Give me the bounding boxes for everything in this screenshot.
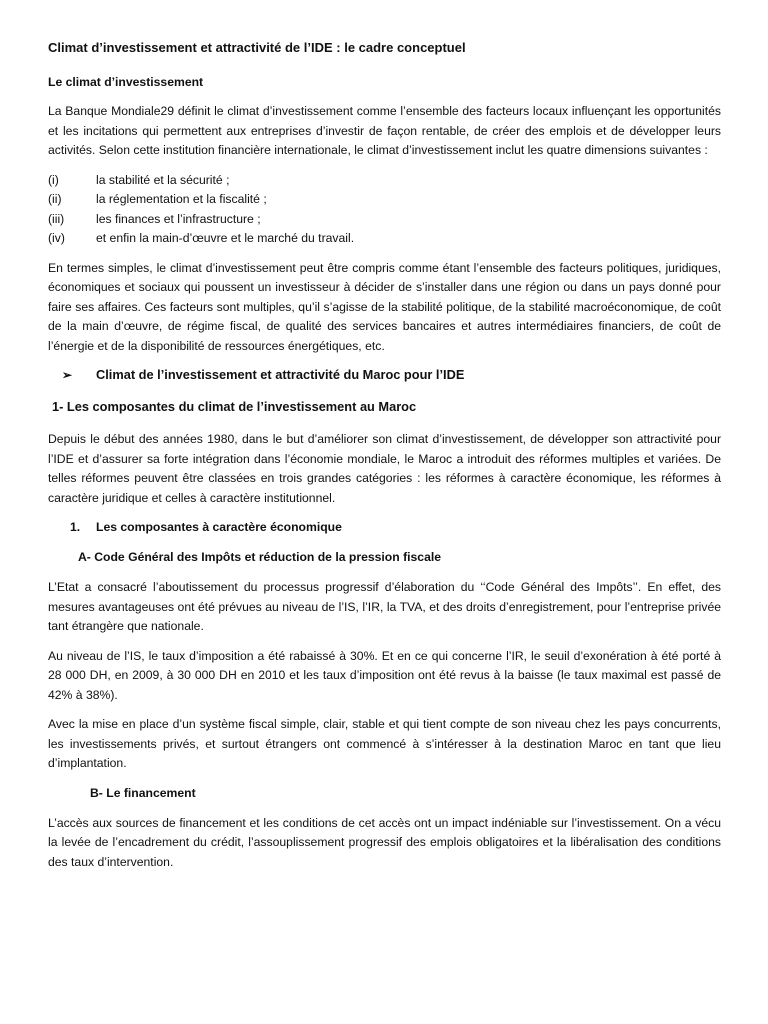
paragraph-reforms: Depuis le début des années 1980, dans le but d’améliorer son climat d’investissement, de développer son attractivité pour l’IDE et d’assurer sa forte intégration dans l’économie mondiale, le Maroc a introduit des réformes multiples et variées. De telles réformes peuvent être classées en trois grandes catégories : les réformes à caractère économique, les réformes à caractère juridique et celles à caractère institutionnel.	[48, 432, 721, 505]
paragraph-tax-code: L’Etat a consacré l’aboutissement du processus progressif d’élaboration du ‘‘Code Général des Impôts’’. En effet, des mesures avantageuses ont été prévues au niveau de l’IS, l’IR, la TVA, et des droits d’enregistrement, pour l’entreprise privée tant étrangère que nationale.	[48, 580, 721, 633]
section-subtitle: Le climat d’investissement	[48, 75, 204, 89]
arrow-heading-text: Climat de l’investissement et attractivité du Maroc pour l’IDE	[96, 367, 465, 382]
list-item-text: les finances et l’infrastructure ;	[96, 211, 261, 226]
paragraph-definition: La Banque Mondiale29 définit le climat d’investissement comme l’ensemble des facteurs locaux influençant les opportunités et les incitations qui permettent aux entreprises d’investir de façon rentable, de créer des emplois et de développer leurs activités. Selon cette institution financière internationale, le climat d’investissement inclut les quatre dimensions suivantes :	[48, 104, 721, 157]
list-item-text: la réglementation et la fiscalité ;	[96, 192, 267, 206]
list-item	[48, 190, 721, 210]
list-item-number: (iv)	[48, 231, 65, 245]
heading-number: 1.	[70, 520, 81, 534]
document-page	[48, 40, 721, 882]
list-item-number: (ii)	[48, 192, 62, 206]
heading-tax-code: A- Code Général des Impôts et réduction de la pression fiscale	[78, 550, 442, 564]
list-item-number: (iii)	[48, 211, 65, 226]
arrow-bullet-icon: ➢	[62, 368, 73, 382]
heading-components: 1- Les composantes du climat de l’investissement au Maroc	[52, 399, 417, 414]
dimensions-list	[48, 171, 721, 249]
heading-text: Les composantes à caractère économique	[96, 520, 342, 534]
list-item	[48, 171, 721, 191]
list-item-text: et enfin la main-d’œuvre et le marché du travail.	[96, 231, 355, 245]
heading-financing: B- Le financement	[90, 785, 196, 800]
list-item-number: (i)	[48, 172, 59, 187]
paragraph-simple-terms: En termes simples, le climat d’investissement peut être compris comme étant l’ensemble des facteurs politiques, juridiques, économiques et sociaux qui poussent un investisseur à décider de s’installer dans une région ou dans un pays donné pour faire ses affaires. Ces facteurs sont multiples, qu’il s’agisse de la stabilité politique, de la stabilité macroéconomique, de coût de la main d’œuvre, de régime fiscal, de qualité des services bancaires et autres intermédiaires financiers, de coût de l’énergie et de la disponibilité de ressources énergétiques, etc.	[48, 260, 721, 353]
paragraph-tax-system: Avec la mise en place d’un système fiscal simple, clair, stable et qui tient compte de son niveau chez les pays concurrents, les investissements privés, et surtout étrangers ont commencé à s’intéresser à la destination Maroc en tant que lieu d’implantation.	[48, 717, 721, 770]
paragraph-financing: L’accès aux sources de financement et les conditions de cet accès ont un impact indéniable sur l’investissement. On a vécu la levée de l’encadrement du crédit, l’assouplissement progressif des emplois obligatoires et la libéralisation des conditions des taux d’intervention.	[48, 815, 721, 869]
list-item	[48, 229, 721, 249]
list-item	[48, 210, 721, 230]
arrow-heading	[48, 366, 721, 384]
document-title: Climat d’investissement et attractivité de l’IDE : le cadre conceptuel	[48, 40, 466, 55]
heading-economic-components	[70, 518, 721, 536]
list-item-text: la stabilité et la sécurité ;	[96, 172, 230, 187]
paragraph-tax-rates: Au niveau de l’IS, le taux d’imposition a été rabaissé à 30%. Et en ce qui concerne l’IR, le seuil d’exonération à été porté à 28 000 DH, en 2009, à 30 000 DH en 2010 et les taux d’imposition ont été revus à la baisse (le taux maximal est passé de 42% à 38%).	[48, 648, 721, 702]
